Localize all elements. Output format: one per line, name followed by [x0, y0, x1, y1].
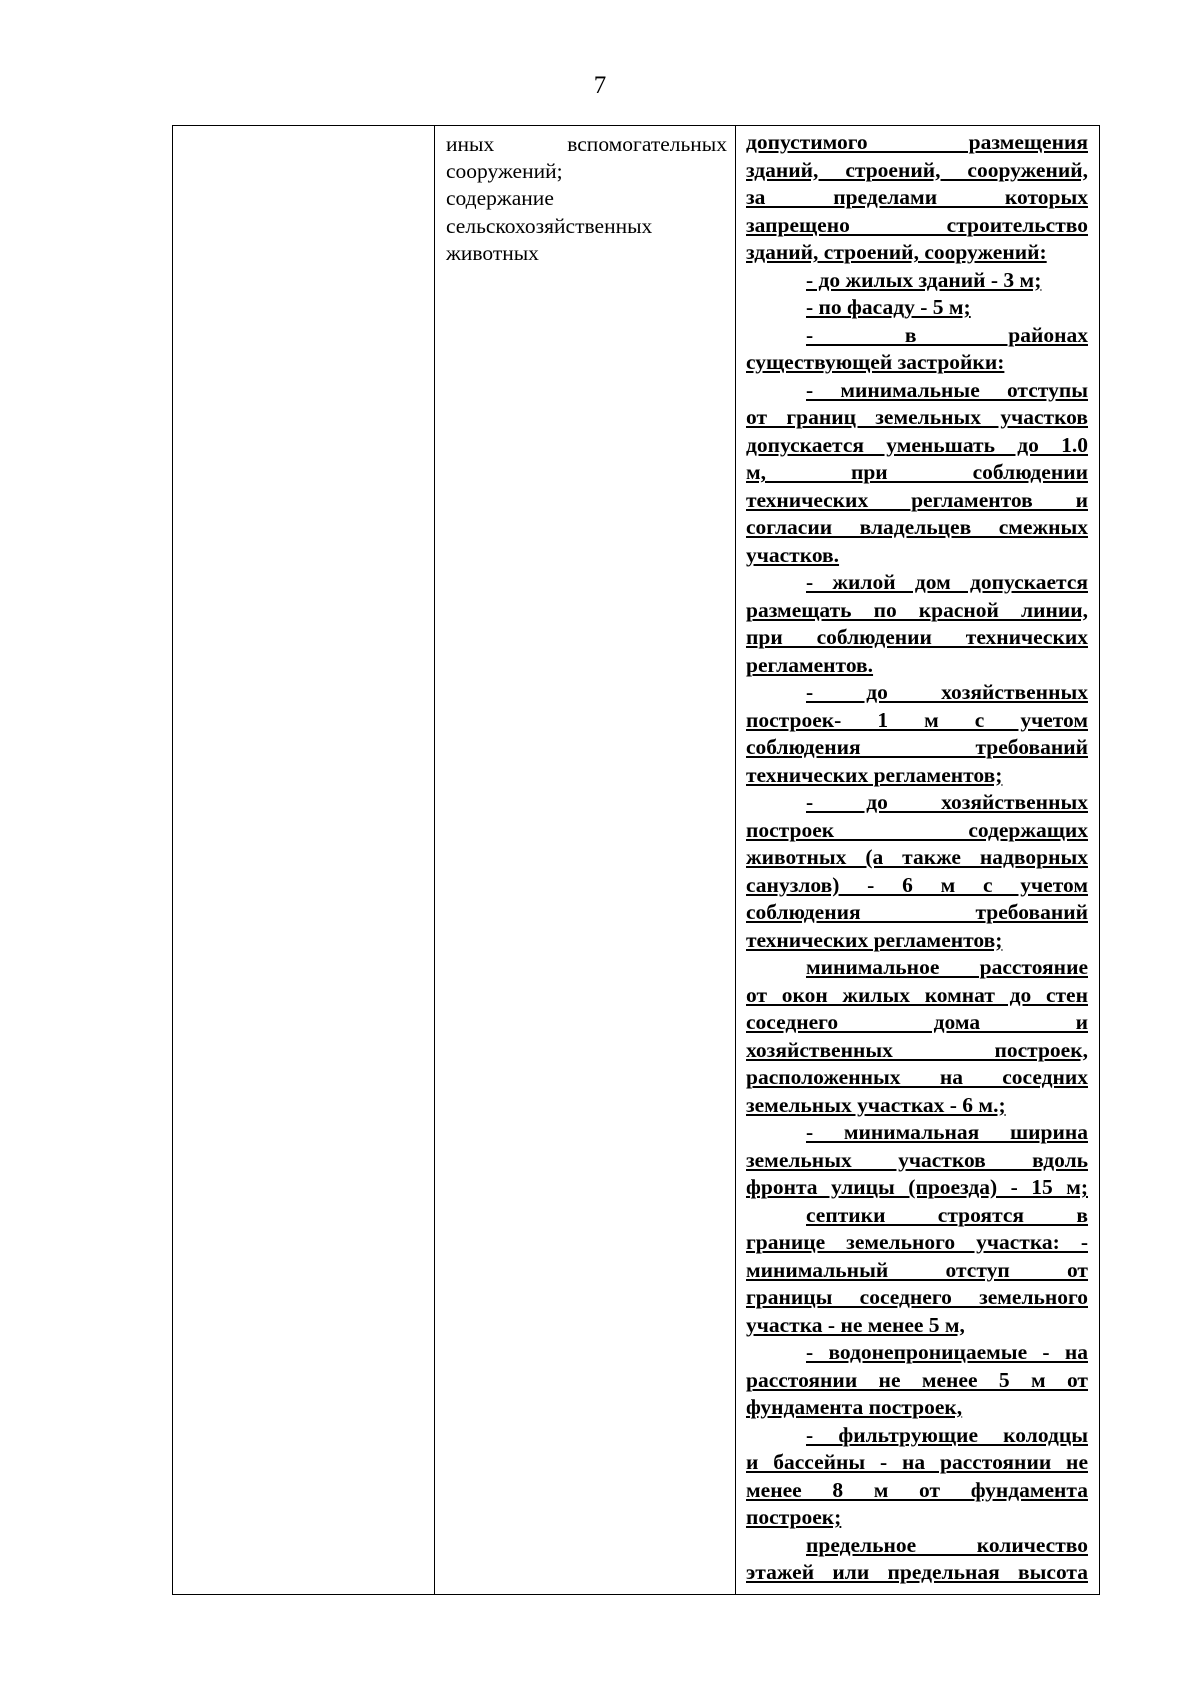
parameter-line: соблюдения требований	[746, 735, 1088, 759]
parameter-line: менее 8 м от фундамента	[746, 1477, 1088, 1502]
parameter-line: построек содержащих	[746, 817, 1088, 842]
parameter-line: от границ земельных участков	[746, 405, 1088, 429]
page-number: 7	[593, 72, 607, 99]
parameter-line: зданий, строений, сооружений,	[746, 157, 1088, 182]
parameter-line: и бассейны - на расстоянии не	[746, 1450, 1088, 1474]
parameter-line: - минимальная ширина	[806, 1120, 1088, 1144]
parameter-line: соседнего дома и	[746, 1010, 1088, 1034]
parameter-line: технических регламентов;	[746, 927, 1003, 952]
parameter-line: - до жилых зданий - 3 м;	[806, 267, 1042, 292]
parameter-line: границе земельного участка: -	[746, 1230, 1088, 1254]
parameter-line: - по фасаду - 5 м;	[806, 295, 971, 319]
parameter-line: технических регламентов и	[746, 487, 1088, 512]
parameter-line: - жилой дом допускается	[806, 570, 1088, 594]
parameter-line: фундамента построек,	[746, 1395, 963, 1419]
parameter-line: соблюдения требований	[746, 900, 1088, 924]
parameter-line: - до хозяйственных	[806, 790, 1088, 814]
parameter-line: построек;	[746, 1505, 842, 1529]
parameter-line: запрещено строительство	[746, 212, 1088, 237]
table-cell-parameters	[736, 126, 1099, 1594]
parameter-line: минимальное расстояние	[806, 955, 1088, 979]
parameter-line: земельных участках - 6 м.;	[746, 1092, 1006, 1117]
parameter-line: согласии владельцев смежных	[746, 515, 1088, 539]
parameter-line: допускается уменьшать до 1.0	[746, 432, 1088, 457]
parameter-line: регламентов.	[746, 652, 874, 677]
parameter-line: построек- 1 м с учетом	[746, 707, 1088, 732]
parameter-line: участка - не менее 5 м,	[746, 1312, 965, 1337]
parameter-line: санузлов) - 6 м с учетом	[746, 872, 1088, 897]
parameter-line: животных (а также надворных	[746, 845, 1088, 869]
parameter-line: предельное количество	[806, 1532, 1088, 1557]
permitted-use-line: содержание	[446, 186, 554, 211]
parameter-line: зданий, строений, сооружений:	[746, 240, 1047, 264]
parameter-line: размещать по красной линии,	[746, 597, 1088, 622]
parameter-line: этажей или предельная высота	[746, 1560, 1088, 1584]
parameter-line: м, при соблюдении	[746, 460, 1088, 484]
parameter-line: от окон жилых комнат до стен	[746, 982, 1088, 1007]
permitted-use-line: сооружений;	[446, 159, 563, 184]
parameter-line: допустимого размещения	[746, 130, 1088, 154]
permitted-use-line: иных вспомогательных	[446, 132, 727, 156]
parameter-line: - водонепроницаемые - на	[806, 1340, 1088, 1364]
table-cell-zone	[173, 126, 435, 1594]
parameter-line: хозяйственных построек,	[746, 1037, 1088, 1062]
parameter-line: расстоянии не менее 5 м от	[746, 1367, 1088, 1392]
parameter-line: - фильтрующие колодцы	[806, 1422, 1088, 1447]
parameter-line: технических регламентов;	[746, 762, 1003, 787]
regulations-table	[172, 125, 1100, 1595]
parameter-line: - в районах	[806, 322, 1088, 347]
parameter-line: земельных участков вдоль	[746, 1147, 1088, 1172]
permitted-use-line: животных	[446, 240, 539, 265]
parameter-line: - до хозяйственных	[806, 680, 1088, 704]
parameter-line: при соблюдении технических	[746, 625, 1088, 649]
parameter-line: участков.	[746, 542, 840, 567]
parameter-line: расположенных на соседних	[746, 1065, 1088, 1089]
parameter-line: - минимальные отступы	[806, 377, 1088, 402]
table-cell-permitted-use	[435, 126, 736, 1594]
parameter-line: септики строятся в	[806, 1202, 1088, 1227]
parameter-line: существующей застройки:	[746, 350, 1005, 374]
parameter-line: минимальный отступ от	[746, 1257, 1088, 1282]
parameter-line: за пределами которых	[746, 185, 1088, 209]
parameter-line: границы соседнего земельного	[746, 1285, 1088, 1309]
permitted-use-line: сельскохозяйственных	[446, 213, 653, 238]
parameter-line: фронта улицы (проезда) - 15 м;	[746, 1175, 1088, 1199]
